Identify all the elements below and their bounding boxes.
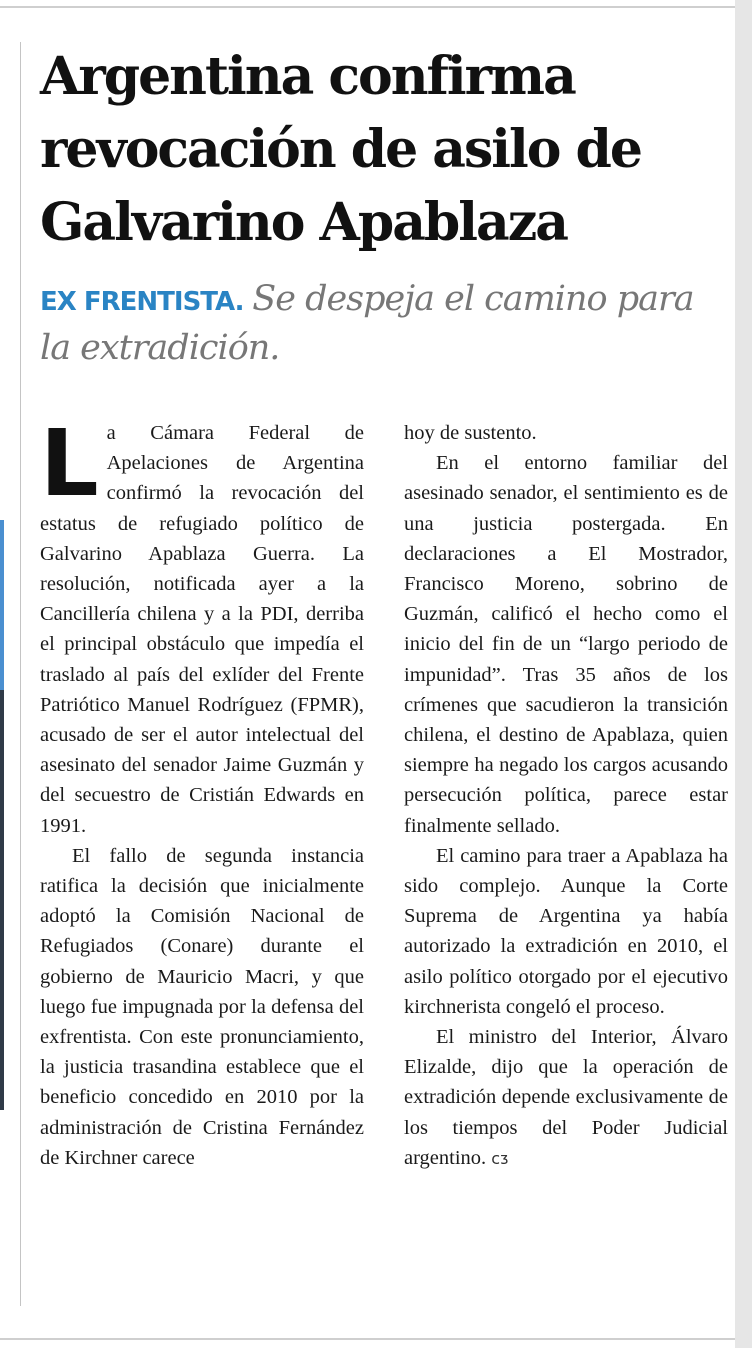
paragraph-2-continued: hoy de sustento.	[404, 422, 537, 444]
kicker: EX FRENTISTA.	[40, 287, 244, 317]
bottom-rule	[0, 1338, 735, 1340]
deck-text: Se despeja el camino para la extradición.	[40, 279, 694, 368]
paragraph-1	[40, 410, 364, 841]
paragraph-5	[404, 1022, 728, 1174]
headline: Argentina confirma revocación de asilo de Galvarino Apablaza	[40, 46, 641, 253]
paragraph-5-text: El ministro del Interior, Álvaro Elizalde, dijo que la operación de extradición depende exclusivamente de los tiempos del Poder Judicial argentino.	[404, 1026, 728, 1169]
top-rule	[0, 6, 735, 8]
adjacent-photo-edge-dark	[0, 690, 4, 1110]
drop-cap: L	[40, 410, 99, 517]
adjacent-photo-edge	[0, 520, 4, 690]
paragraph-1-text: a Cámara Federal de Apelaciones de Argentina confirmó la revocación del estatus de refugiado político de Galvarino Apablaza Guerra. La resolución, notificada ayer a la Cancillería chilena y a la PDI, derriba el principal obstáculo que impedía el traslado al país del exlíder del Frente Patriótico Manuel Rodríguez (FPMR), acusado de ser el autor intelectual del asesinato del senador Jaime Guzmán y del secuestro de Cristián Edwards en 1991.	[40, 422, 364, 837]
article-column-left	[40, 410, 364, 1173]
paragraph-4: El camino para traer a Apablaza ha sido complejo. Aunque la Corte Suprema de Argentina ya había autorizado la extradición en 2010, el asilo político otorgado por el ejecutivo kirchnerista congeló el proceso.	[404, 844, 728, 1018]
column-rule	[20, 42, 21, 1306]
article-column-right	[404, 418, 728, 1174]
paragraph-2: El fallo de segunda instancia ratifica la decisión que inicialmente adoptó la Comisión Nacional de Refugiados (Conare) durante el gobierno de Mauricio Macri, y que luego fue impugnada por la defensa del exfrentista. Con este pronunciamiento, la justicia trasandina establece que el beneficio concedido en 2010 por la administración de Cristina Fernández de Kirchner carece	[40, 844, 364, 1169]
paragraph-3: En el entorno familiar del asesinado senador, el sentimiento es de una justicia postergada. En declaraciones a El Mostrador, Francisco Moreno, sobrino de Guzmán, calificó el hecho como el inicio del fin de un “largo periodo de impunidad”. Tras 35 años de los crímenes que sacudieron la transición chilena, el destino de Apablaza, quien siempre ha negado los cargos acusando persecución política, parece estar finalmente sellado.	[404, 452, 728, 837]
page-edge	[735, 0, 752, 1348]
end-mark-icon: ᴄᴣ	[491, 1148, 509, 1168]
deck	[40, 276, 730, 371]
